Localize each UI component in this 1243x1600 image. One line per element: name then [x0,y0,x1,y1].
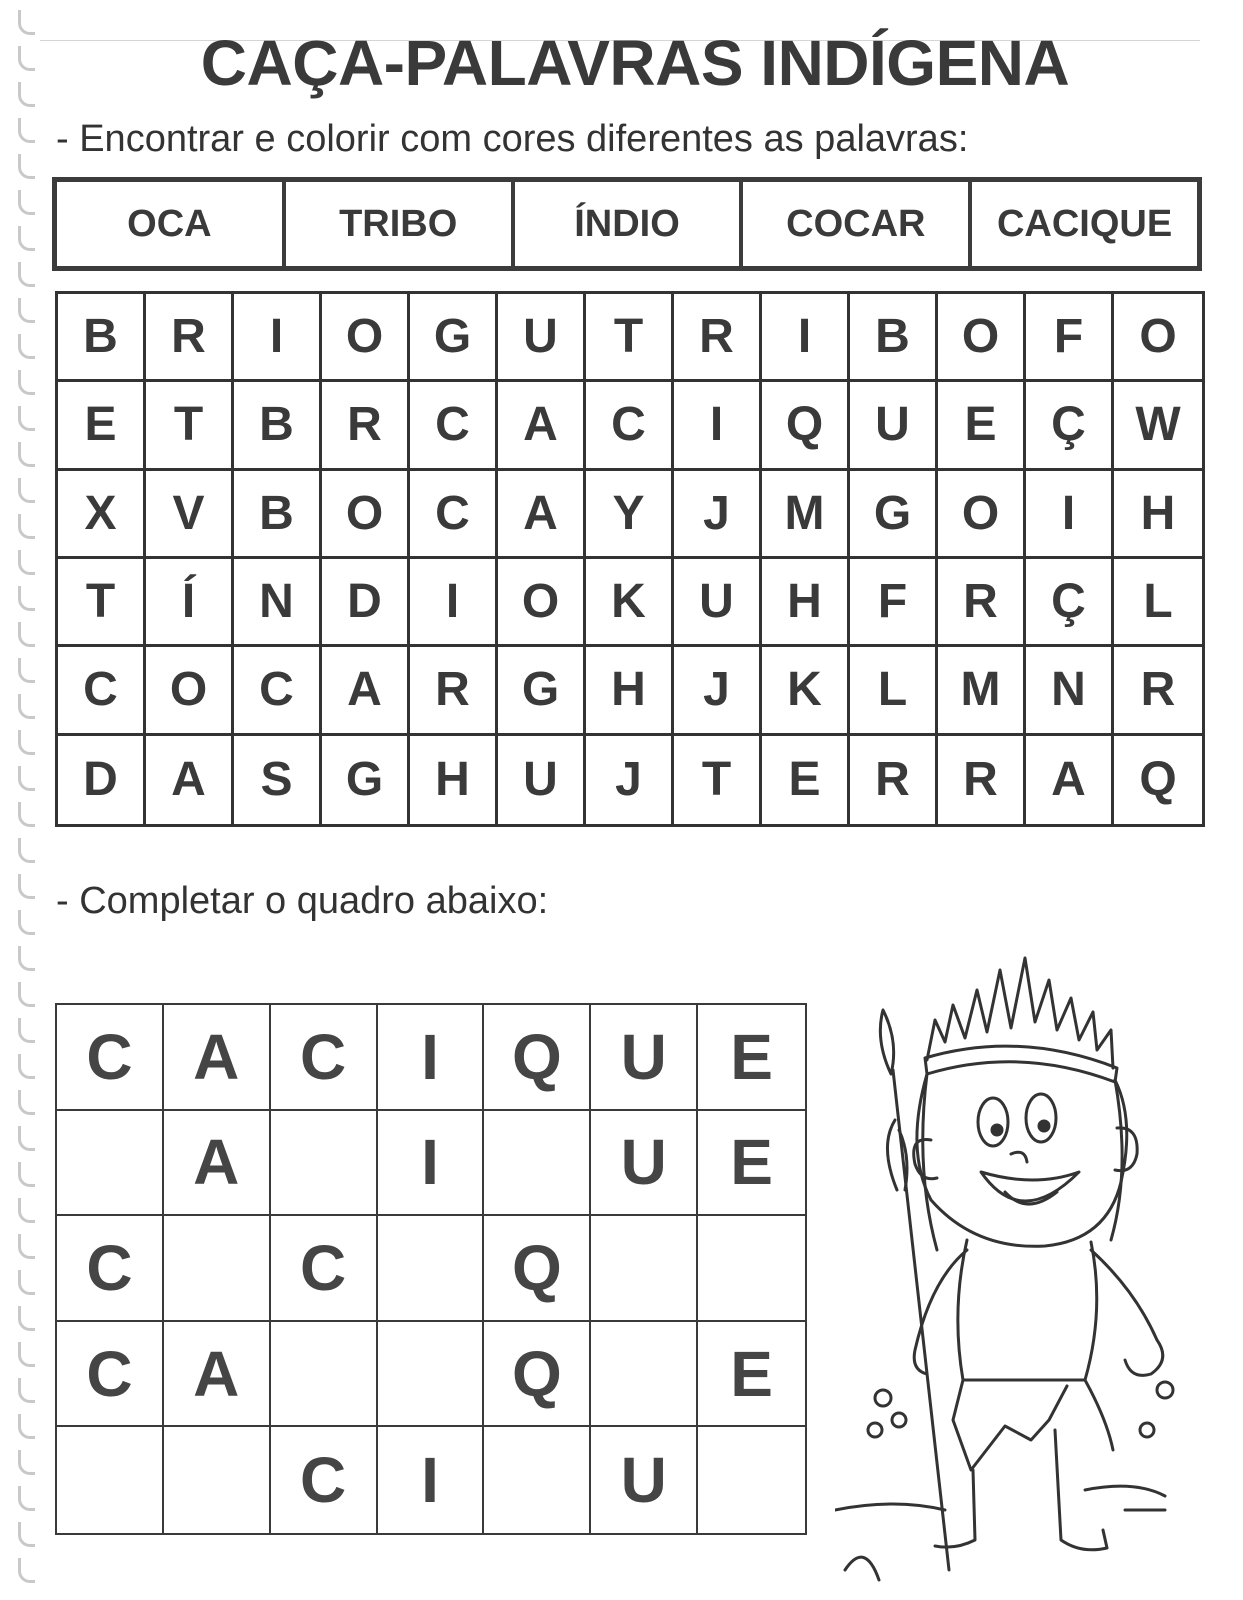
board-cell-empty[interactable] [164,1216,271,1322]
grid-cell[interactable]: U [498,736,586,824]
grid-cell[interactable]: O [322,294,410,382]
word-1: TRIBO [282,182,511,266]
spiral-ring [18,1558,35,1583]
board-cell-empty[interactable] [591,1322,698,1428]
spiral-ring [18,154,35,179]
grid-cell[interactable]: C [234,647,322,735]
spiral-ring [18,298,35,323]
spiral-ring [18,1018,35,1043]
grid-cell[interactable]: I [234,294,322,382]
nose [1011,1152,1027,1162]
grid-cell[interactable]: X [58,471,146,559]
grid-cell[interactable]: K [762,647,850,735]
grid-cell[interactable]: H [586,647,674,735]
board-cell[interactable]: U [591,1427,698,1533]
spiral-ring [18,622,35,647]
word-4: CACIQUE [968,182,1197,266]
grid-cell[interactable]: R [1114,647,1202,735]
grid-cell[interactable]: W [1114,382,1202,470]
board-cell[interactable]: C [57,1322,164,1428]
grid-cell[interactable]: A [322,647,410,735]
board-cell[interactable]: A [164,1111,271,1217]
grid-cell[interactable]: L [1114,559,1202,647]
grid-cell[interactable]: M [938,647,1026,735]
spiral-ring [18,1270,35,1295]
spiral-ring [18,946,35,971]
board-cell-empty[interactable] [271,1111,378,1217]
board-cell-empty[interactable] [698,1427,805,1533]
grid-cell[interactable]: R [410,647,498,735]
grid-cell[interactable]: G [322,736,410,824]
left-eye [978,1098,1008,1146]
spiral-ring [18,370,35,395]
spiral-ring [18,802,35,827]
grid-cell[interactable]: A [498,382,586,470]
board-cell[interactable]: Q [484,1322,591,1428]
grid-cell[interactable]: A [498,471,586,559]
grid-cell[interactable]: Ç [1026,382,1114,470]
grid-cell[interactable]: G [410,294,498,382]
word-3: COCAR [739,182,968,266]
board-cell-empty[interactable] [378,1322,485,1428]
grid-cell[interactable]: B [234,471,322,559]
spiral-ring [18,1450,35,1475]
grid-cell[interactable]: C [410,382,498,470]
board-cell[interactable]: U [591,1005,698,1111]
board-cell[interactable]: C [271,1216,378,1322]
grid-cell[interactable]: Ç [1026,559,1114,647]
board-cell[interactable]: I [378,1427,485,1533]
board-cell[interactable]: C [57,1216,164,1322]
grid-cell[interactable]: O [146,647,234,735]
spiral-ring [18,1162,35,1187]
torso [958,1240,1097,1380]
instruction-find-words: - Encontrar e colorir com cores diferentes as palavras: [56,118,969,160]
spiral-ring [18,478,35,503]
board-cell[interactable]: C [271,1427,378,1533]
headband [925,1046,1117,1082]
spiral-ring [18,658,35,683]
word-search-grid [55,291,1205,827]
grid-cell[interactable]: J [674,471,762,559]
grid-cell[interactable]: N [234,559,322,647]
indigenous-boy-with-spear-illustration [835,950,1215,1590]
board-cell-empty[interactable] [378,1216,485,1322]
spiral-ring [18,1054,35,1079]
board-cell-empty[interactable] [164,1427,271,1533]
grid-cell[interactable]: F [1026,294,1114,382]
page-title: CAÇA-PALAVRAS INDÍGENA [200,27,1070,99]
grid-cell[interactable]: R [146,294,234,382]
grid-cell[interactable]: H [1114,471,1202,559]
spiral-ring [18,550,35,575]
board-cell[interactable]: U [591,1111,698,1217]
spiral-ring [18,694,35,719]
right-leg [1055,1430,1107,1550]
board-cell[interactable]: A [164,1005,271,1111]
grid-cell[interactable]: O [498,559,586,647]
spiral-ring [18,334,35,359]
spiral-ring [18,766,35,791]
grid-cell[interactable]: Q [1139,753,1177,807]
grid-cell[interactable]: R [938,559,1026,647]
spiral-ring [18,874,35,899]
board-cell[interactable]: E [698,1111,805,1217]
spiral-ring [18,1126,35,1151]
spiral-ring [18,10,35,35]
spiral-ring [18,1378,35,1403]
board-cell-empty[interactable] [57,1111,164,1217]
spiral-ring [18,1486,35,1511]
grid-cell[interactable]: G [850,471,938,559]
grid-cell[interactable]: B [234,382,322,470]
grid-cell[interactable]: I [1026,471,1114,559]
grid-cell[interactable]: H [762,559,850,647]
board-cell[interactable]: Q [484,1005,591,1111]
board-cell[interactable]: E [698,1322,805,1428]
grid-cell[interactable]: J [674,647,762,735]
grid-cell[interactable]: M [762,471,850,559]
grid-cell[interactable]: Í [146,559,234,647]
spear [893,1070,949,1570]
right-eye [1026,1094,1056,1142]
spiral-ring [18,838,35,863]
instruction-complete-board: - Completar o quadro abaixo: [56,880,549,922]
grid-cell[interactable]: I [674,382,762,470]
grid-cell[interactable]: U [674,559,762,647]
right-arm [1091,1250,1163,1375]
spiral-ring [18,406,35,431]
spiral-ring [18,1234,35,1259]
head [917,1074,1127,1246]
spiral-ring [18,442,35,467]
spiral-ring [18,1414,35,1439]
grid-cell[interactable]: O [938,294,1026,382]
spiral-ring [18,1090,35,1115]
board-cell-empty[interactable] [484,1427,591,1533]
grid-cell[interactable]: E [58,382,146,470]
grid-cell[interactable]: Y [586,471,674,559]
grid-cell[interactable]: R [938,736,1026,824]
grid-cell[interactable]: R [850,736,938,824]
spiral-ring [18,118,35,143]
mouth [981,1172,1079,1201]
spiral-ring [18,982,35,1007]
grid-cell[interactable]: D [58,736,146,824]
spiral-ring [18,586,35,611]
grid-cell[interactable]: Q [762,382,850,470]
grid-cell[interactable]: O [1114,294,1202,382]
spiral-ring [18,910,35,935]
grid-cell[interactable]: E [762,736,850,824]
grid-cell[interactable]: C [410,471,498,559]
grid-cell[interactable]: U [850,382,938,470]
word-0: OCA [127,202,212,245]
board-cell-empty[interactable] [484,1111,591,1217]
spiral-ring [18,262,35,287]
completion-board [55,1003,807,1535]
board-cell[interactable]: A [164,1322,271,1428]
spiral-ring [18,1306,35,1331]
grid-cell[interactable]: A [146,736,234,824]
spiral-ring [18,226,35,251]
spiral-ring [18,1522,35,1547]
grid-cell[interactable]: C [586,382,674,470]
spiral-ring [18,730,35,755]
spiral-ring [18,1342,35,1367]
grid-cell[interactable]: T [146,382,234,470]
grid-cell[interactable]: B [58,294,146,382]
grid-cell[interactable]: T [586,294,674,382]
grid-cell[interactable]: D [322,559,410,647]
grid-cell[interactable]: I [762,294,850,382]
ground [835,1504,945,1510]
grid-cell[interactable]: G [498,647,586,735]
grid-cell[interactable]: N [1026,647,1114,735]
grid-cell[interactable]: S [234,736,322,824]
grid-cell[interactable]: V [146,471,234,559]
notebook-spiral-binding [14,10,44,1590]
grid-cell[interactable]: R [322,382,410,470]
spiral-ring [18,514,35,539]
board-cell[interactable]: C [57,1005,164,1111]
grid-cell[interactable]: T [674,736,762,824]
board-cell-empty[interactable] [271,1322,378,1428]
board-cell[interactable]: E [698,1005,805,1111]
grid-cell[interactable]: C [58,647,146,735]
loincloth [953,1380,1067,1470]
grid-cell[interactable]: H [410,736,498,824]
spiral-ring [18,82,35,107]
grid-cell[interactable]: J [586,736,674,824]
spiral-ring [18,190,35,215]
grid-cell[interactable]: O [938,471,1026,559]
board-cell[interactable]: I [378,1111,485,1217]
spiral-ring [18,1198,35,1223]
word-2: ÍNDIO [511,182,740,266]
board-cell[interactable]: Q [484,1216,591,1322]
board-cell-empty[interactable] [57,1427,164,1533]
grid-cell[interactable]: U [498,294,586,382]
grid-cell[interactable]: A [1026,736,1114,824]
grid-cell[interactable]: R [674,294,762,382]
board-cell[interactable]: I [378,1005,485,1111]
board-cell-empty[interactable] [591,1216,698,1322]
board-cell-empty[interactable] [698,1216,805,1322]
word-list-box [52,177,1202,271]
grid-cell[interactable]: K [586,559,674,647]
spear-tip [880,1010,893,1074]
spiral-ring [18,46,35,71]
grid-cell[interactable]: B [850,294,938,382]
board-cell[interactable]: C [271,1005,378,1111]
grid-cell[interactable]: I [410,559,498,647]
grid-cell[interactable]: T [58,559,146,647]
grid-cell[interactable]: L [850,647,938,735]
grid-cell[interactable]: E [938,382,1026,470]
grid-cell[interactable]: O [322,471,410,559]
grid-cell[interactable]: F [850,559,938,647]
